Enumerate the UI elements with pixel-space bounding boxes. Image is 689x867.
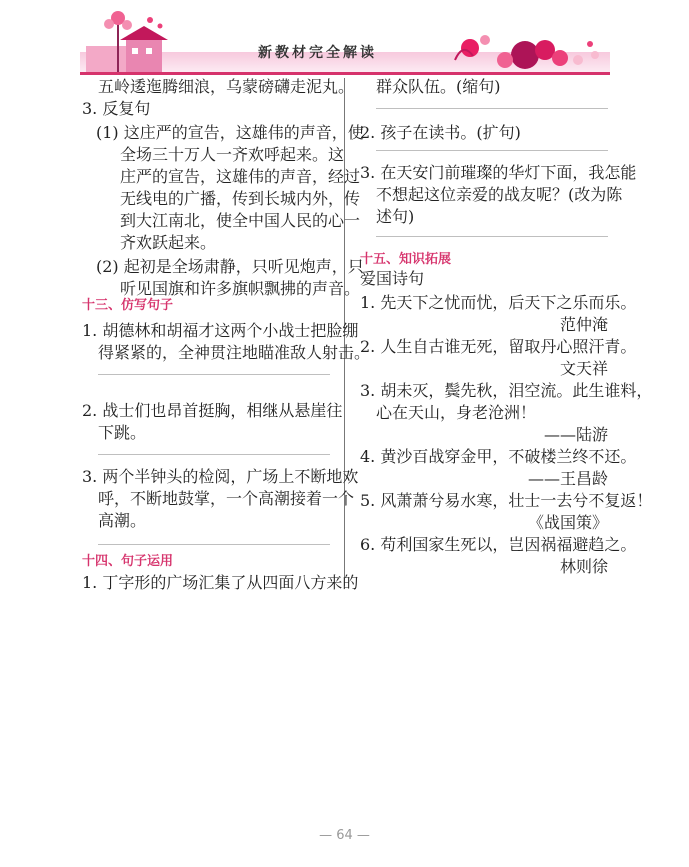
poem-author: ——陆游	[543, 425, 608, 444]
section-title-14: 十四、句子运用	[82, 554, 174, 569]
answer-blank	[98, 374, 330, 375]
text-line: 述句)	[376, 207, 415, 226]
poem-author: 范仲淹	[559, 315, 608, 334]
poem-line: 5. 风萧萧兮易水寒，壮士一去兮不复返！	[360, 491, 653, 510]
text-line: 1. 丁字形的广场汇集了从四面八方来的	[82, 573, 359, 592]
text-line: 齐欢跃起来。	[120, 233, 217, 252]
poem-author: 林则徐	[559, 557, 608, 576]
text-line: 无线电的广播，传到长城内外，传	[120, 189, 361, 208]
house-illustration	[86, 11, 168, 72]
poem-line: 心在天山，身老沧洲！	[376, 403, 537, 422]
answer-blank	[98, 544, 330, 545]
poem-author: ——王昌龄	[527, 469, 608, 488]
answer-blank	[376, 108, 608, 109]
poem-author: 文天祥	[559, 359, 608, 378]
text-line: 得紧紧的，全神贯注地瞄准敌人射击。	[98, 343, 371, 362]
text-line: 下跳。	[98, 423, 147, 442]
text-line: 群众队伍。(缩句)	[376, 77, 501, 96]
text-line: 全场三十万人一齐欢呼起来。这	[120, 145, 345, 164]
text-line: 3. 两个半钟头的检阅，广场上不断地欢	[82, 467, 359, 486]
text-line: 2. 孩子在读书。(扩句)	[360, 123, 521, 142]
header-decoration	[0, 0, 689, 80]
answer-blank	[376, 236, 608, 237]
text-line: 2. 战士们也昂首挺胸，相继从悬崖往	[82, 401, 343, 420]
text-line: 3. 在天安门前璀璨的华灯下面，我怎能	[360, 163, 637, 182]
answer-blank	[376, 150, 608, 151]
poem-line: 3. 胡未灭，鬓先秋，泪空流。此生谁料，	[360, 381, 653, 400]
text-line: 爱国诗句	[360, 269, 425, 288]
book-title: 新教材完全解读	[258, 45, 377, 61]
text-line: 3. 反复句	[82, 99, 151, 118]
section-title-13: 十三、仿写句子	[82, 298, 174, 313]
text-line: 五岭逶迤腾细浪，乌蒙磅礴走泥丸。	[98, 77, 355, 96]
text-line: 不想起这位亲爱的战友呢？(改为陈	[376, 185, 623, 204]
text-line: 呼，不断地鼓掌，一个高潮接着一个	[98, 489, 355, 508]
page-header	[0, 0, 689, 80]
poem-line: 4. 黄沙百战穿金甲，不破楼兰终不还。	[360, 447, 637, 466]
text-line: 高潮。	[98, 511, 147, 530]
poem-author: 《战国策》	[527, 513, 608, 532]
text-line: 到大江南北，使全中国人民的心一	[120, 211, 361, 230]
poem-line: 1. 先天下之忧而忧，后天下之乐而乐。	[360, 293, 637, 312]
text-line: (1) 这庄严的宣告，这雄伟的声音，使	[96, 123, 364, 142]
text-line: (2) 起初是全场肃静，只听见炮声，只	[96, 257, 364, 276]
text-line: 1. 胡德林和胡福才这两个小战士把脸绷	[82, 321, 359, 340]
text-line: 庄严的宣告，这雄伟的声音，经过	[120, 167, 361, 186]
poem-line: 6. 苟利国家生死以，岂因祸福避趋之。	[360, 535, 637, 554]
page-number: — 64 —	[319, 828, 370, 843]
section-title-15: 十五、知识拓展	[360, 252, 452, 267]
text-line: 听见国旗和许多旗帜飘拂的声音。	[120, 279, 361, 298]
answer-blank	[98, 454, 330, 455]
poem-line: 2. 人生自古谁无死，留取丹心照汗青。	[360, 337, 637, 356]
